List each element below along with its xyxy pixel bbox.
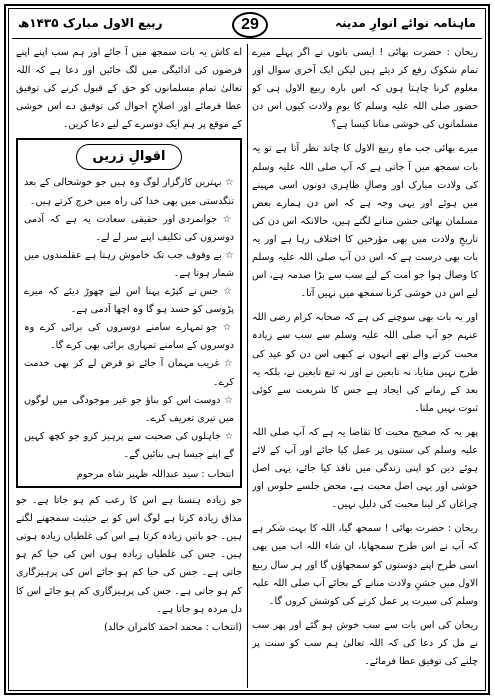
left-column [16,44,242,688]
quote-item: ☆ جوانمردی اور حقیقی سعادت یہ ہے کہ آدمی دوسروں کی تکلیف اپنے سر لے لے۔ [24,213,234,243]
right-column [252,44,478,688]
quote-item: ☆ دوست اس کو بناؤ جو غیر موجودگی میں لوگوں میں تیری تعریف کرے۔ [24,394,234,424]
paragraph: میرے بھائی جب ماہِ ربیع الاول کا چاند نظر آتا ہے تو یہ بات سمجھ میں آ جاتی ہے کہ آپ صلی اللہ علیہ وسلم کی ولادت مبارک اور وصالِ ظاہری دونوں اسی مہینے میں ہوئے اور یہی وجہ ہے کہ اس دن ہمارے بعض مسلمان بھائی جشن منانے لگتے ہیں، حالانکہ اس دن کی تاریخِ ولادت میں بھی مؤرخین کا اختلاف رہا ہے اور یہ بات بھی درست ہے کہ اس دن آپ صلی اللہ علیہ وسلم کا وصال ہوا جو امت کے لیے سب سے بڑا صدمہ ہے، اس لیے اس دن خوشی کرنا سمجھ میں نہیں آتا۔ [252,143,478,300]
quote-item: ☆ جس نے کپڑے پہنا اس لیے چھوڑ دیئے کہ میرے پڑوسی کو حسد ہو گا وہ اچھا آدمی ہے۔ [24,286,234,316]
magazine-title: ماہنامہ نوائے انوارِ مدینہ [334,16,476,30]
page-number: 29 [232,12,268,38]
page-header [12,12,482,39]
quote-item: ☆ جو تمہارے سامنے دوسروں کی برائی کرے وہ دوسروں کے سامنے تمہاری برائی بھی کرے گا۔ [24,322,234,352]
closing-credit: (انتخاب : محمد احمد کامران خالد) [104,621,242,633]
quotes-title: اقوالِ زریں [76,144,183,170]
paragraph: ریحان : حضرت بھائی ! سمجھ گیا، اللہ کا بہت شکر ہے کہ آپ نے اس طرح سمجھایا، ان شاء اللہ اب میں بھی اسی طرح اپنے دوستوں کو سمجھاؤں گا اور ہر سال ربیع الاول میں جشنِ ولادت منانے کے بجائے آپ صلی اللہ علیہ وسلم کی سیرت پر عمل کرنے کی کوشش کروں گا۔ [252,523,478,607]
intro-paragraph: اے کاش یہ بات سمجھ میں آ جائے اور ہم سب اپنے اپنے فرضوں کی ادائیگی میں لگ جائیں اور دعا ہے کہ اللہ تعالیٰ تمام مسلمانوں کو حق کے قبول کرنے کی توفیق عطا فرمائے اور اصلاحِ احوال کی توفیق دے اس خوشی کے موقع پر ہم ایک دوسرے کے لیے دعا کریں۔ [16,47,242,131]
issue-date: ربیع الاول مبارک ۱۴۳۵ھ [18,16,163,30]
quote-item: ☆ جاہلوں کی صحبت سے پرہیز کرو جو کچھ کہیں گے اپنے جیسا ہی بنائیں گے۔ [24,430,234,460]
quotes-credit: انتخاب : سید عبداللہ ظہیر شاہ مرحوم [76,468,234,480]
paragraph: ریحان : حضرت بھائی ! ایسی باتوں نے اگر پہلے میرے تمام شکوک رفع کر دیئے ہیں لیکن ایک آخری سوال اور معلوم کرنا چاہتا ہوں کہ اس بارہ ربیع الاول ہی کو حضور صلی اللہ علیہ وسلم کا یومِ ولادت کیوں اس دن مسلمانوں کی خوشی منانا کیسا ہے؟ [252,47,478,131]
quote-item: ☆ غریب مہمان آ جائے تو قرض لے کر بھی خدمت کرے۔ [24,358,234,388]
paragraph: پھر یہ کہ صحیح محبت کا تقاضا یہ ہے کہ آپ صلی اللہ علیہ وسلم کی سنتوں پر عمل کیا جائے اور آپ کے لائے ہوئے دین کو اپنی زندگی میں نافذ کیا جائے، یہی اصل خوشی اور یہی اصل محبت ہے، محض جلسے جلوس اور چراغاں کر لینا محبت کی دلیل نہیں۔ [252,426,478,511]
closing-paragraph: جو زیادہ ہنستا ہے اس کا رعب کم ہو جاتا ہے۔ جو مذاق زیادہ کرتا ہے لوگ اس کو بے حیثیت سمجھنے لگتے ہیں۔ جو باتیں زیادہ کرتا ہے اس کی غلطیاں زیادہ ہوتی ہیں۔ جس کی غلطیاں زیادہ ہوں اس کی حیا کم ہو جاتی ہے۔ جس کی حیا کم ہو جائے اس کی پرہیزگاری کم ہو جاتی ہے۔ جس کی پرہیزگاری کم ہو جائے اس کا دل مردہ ہو جاتا ہے۔ [16,495,242,615]
quotes-box [16,138,242,488]
paragraph: اور یہ بات بھی سوچنے کی ہے کہ صحابہ کرام رضی اللہ عنہم جو آپ صلی اللہ علیہ وسلم سے سب سے زیادہ محبت کرنے والے تھے انہوں نے کبھی اس دن کو عید کی طرح نہیں منایا، نہ تابعین نے اور نہ تبع تابعین نے، بلکہ یہ بعد کے زمانے کی ایجاد ہے جس کا شریعت سے کوئی ثبوت نہیں ملتا۔ [252,312,478,414]
quote-item: ☆ بے وقوف جب تک خاموش رہتا ہے عقلمندوں میں شمار ہوتا ہے۔ [24,249,235,279]
paragraph: ریحان کی اس بات سے سب خوش ہو گئے اور پھر سب نے مل کر دعا کی کہ اللہ تعالیٰ ہم سب کو سنت پر چلنے کی توفیق عطا فرمائے۔ [252,619,478,667]
column-divider [247,44,248,688]
quote-item: ☆ بہترین کارگزار لوگ وہ ہیں جو خوشحالی کے بعد تنگدستی میں بھی خدا کی راہ میں خرچ کرتے ہیں۔ [24,177,234,207]
